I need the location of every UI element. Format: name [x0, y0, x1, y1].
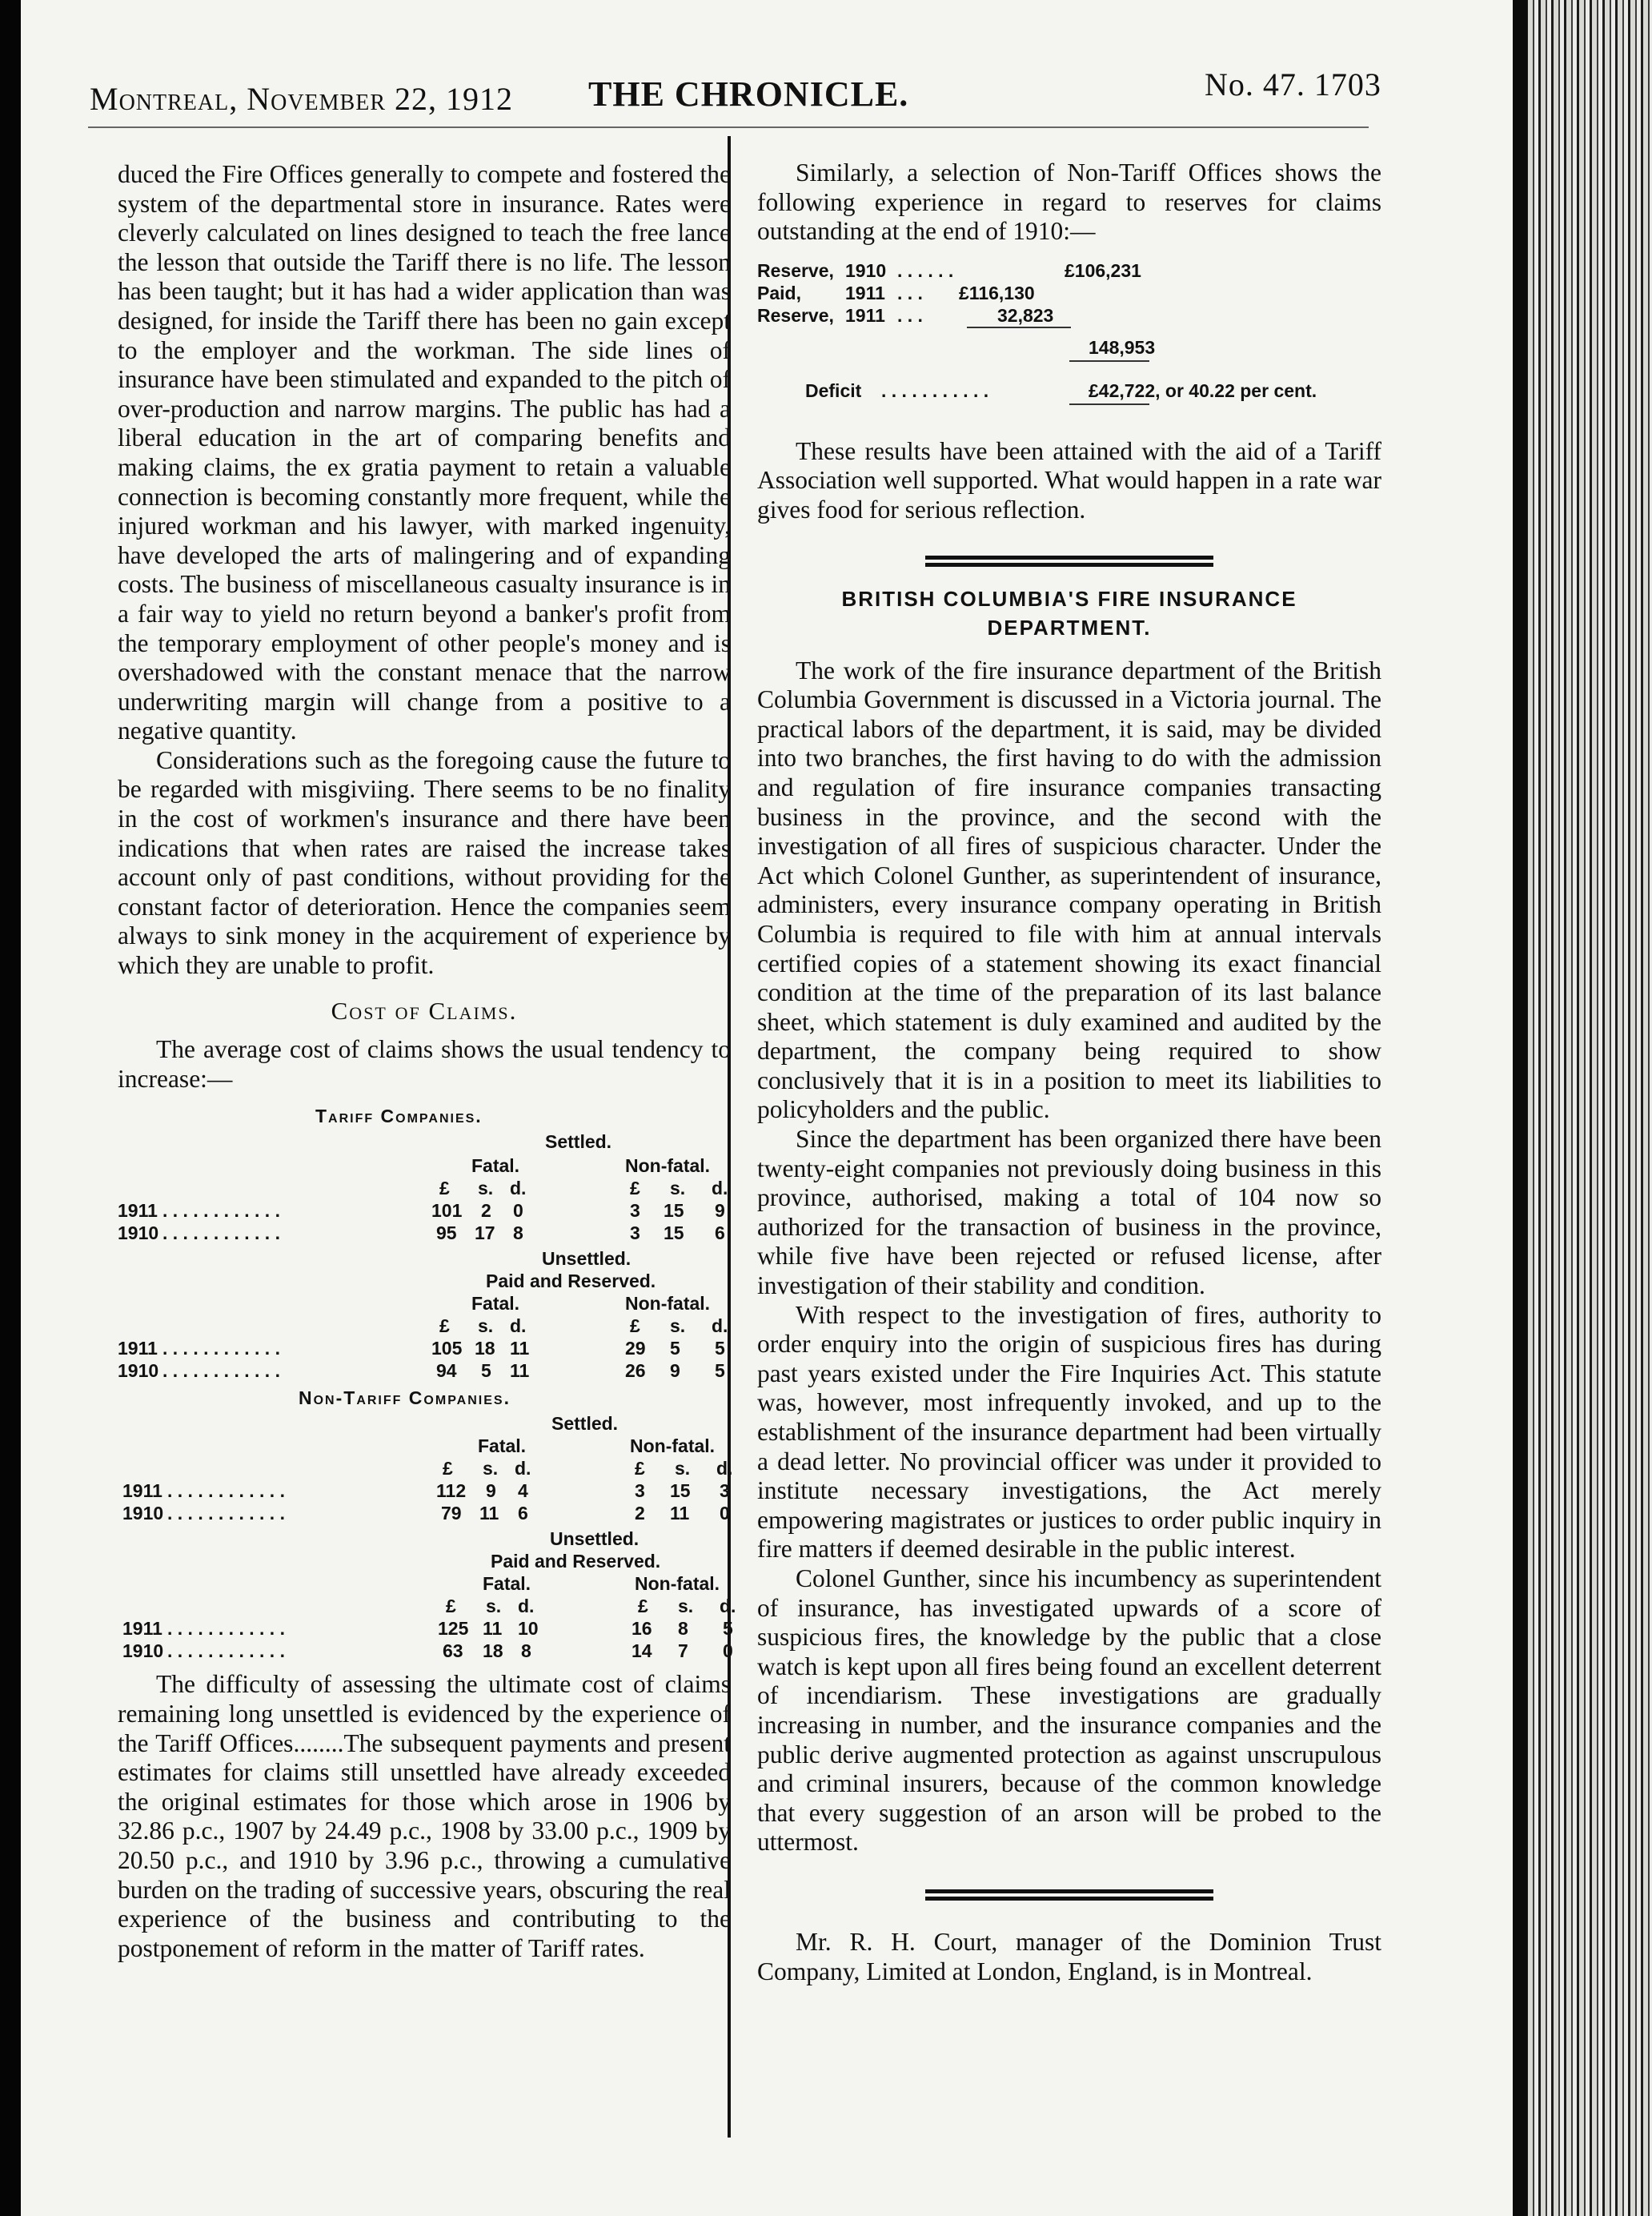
currency-shilling: s. [478, 1315, 494, 1337]
tariff-conclusion: These results have been attained with the aid of a Tariff Association well supported. What would happen in a rate war gives food for serious reflection. [757, 436, 1381, 524]
tariff-unsettled-label: Unsettled. [542, 1248, 632, 1270]
cost-intro: The average cost of claims shows the usual tendency to increase:— [118, 1035, 731, 1093]
table-cell: 11 [510, 1360, 530, 1382]
table-cell: 26 [625, 1360, 646, 1382]
table-cell: 8 [521, 1640, 531, 1662]
table-year: 1911 [118, 1200, 158, 1222]
table-dots: . . . . . . . . . . . . [167, 1640, 285, 1662]
table-year: 1910 [122, 1503, 164, 1524]
tariff-settled-nonfatal-label: Non-fatal. [625, 1155, 711, 1177]
row-year: 1910 [845, 259, 887, 281]
currency-shilling: s. [486, 1596, 502, 1617]
table-cell: 105 [431, 1338, 463, 1359]
table-cell: 63 [443, 1640, 463, 1662]
row-label: Reserve, [757, 304, 834, 326]
subtotal-rule [967, 327, 1071, 328]
currency-pence: d. [515, 1458, 531, 1479]
table-cell: 5 [715, 1338, 725, 1359]
table-year: 1911 [122, 1618, 162, 1640]
claims-table [118, 1102, 736, 1710]
table-cell: 7 [678, 1640, 688, 1662]
table-cell: 0 [723, 1640, 733, 1662]
table-cell: 6 [715, 1222, 725, 1244]
reserve-deficit-table [757, 256, 1381, 408]
currency-pence: d. [510, 1315, 527, 1337]
table-cell: 112 [436, 1480, 467, 1502]
table-cell: 125 [438, 1618, 469, 1640]
table-cell: 4 [518, 1480, 528, 1502]
tariff-unsettled-nonfatal-label: Non-fatal. [625, 1293, 711, 1315]
header-rule [88, 126, 1369, 128]
bc-paragraph-4: Colonel Gunther, since his incumbency as superintendent of insurance, has investigated upwards of a score of suspicious fires, the knowledge by the public that a close watch is kept upon all fires being found an excellent deterrent of incendiarism. These investigations are gradually increasing in number, and the insurance companies and the public derive augmented protection as against unscrupulous and criminal insurers, because of the common knowledge that every suggestion of an arson will be probed to the uttermost. [757, 1564, 1381, 1857]
table-cell: 3 [630, 1222, 640, 1244]
right-column [757, 159, 1381, 1986]
deficit-value: £42,722, or 40.22 per cent. [1089, 379, 1317, 401]
row-value: £106,231 [1065, 259, 1141, 281]
nontariff-settled-nonfatal-label: Non-fatal. [630, 1435, 716, 1457]
table-cell: 11 [479, 1503, 499, 1524]
table-cell: 17 [475, 1222, 495, 1244]
header-publication-title: THE CHRONICLE. [588, 74, 909, 114]
bc-paragraph-2: Since the department has been organized there have been twenty-eight companies not previously doing business in this province, authorised, making a total of 104 now so authorized for the transaction of business in the province, while five have been rejected or refused license, after investigation of their stability and condition. [757, 1125, 1381, 1300]
table-cell: 9 [486, 1480, 496, 1502]
nontariff-unsettled-label: Unsettled. [550, 1528, 640, 1550]
non-tariff-heading: Non-Tariff Companies. [299, 1387, 511, 1409]
section-divider [925, 556, 1213, 567]
section-divider [925, 1889, 1213, 1901]
nontariff-unsettled-nonfatal-label: Non-fatal. [635, 1573, 720, 1595]
tariff-unsettled-fatal-label: Fatal. [471, 1293, 520, 1315]
currency-shilling: s. [670, 1178, 686, 1199]
left-column [118, 160, 736, 1963]
tariff-heading: Tariff Companies. [315, 1106, 483, 1127]
table-cell: 8 [513, 1222, 523, 1244]
currency-pound: £ [630, 1315, 640, 1337]
table-year: 1911 [122, 1480, 162, 1502]
table-cell: 9 [715, 1200, 725, 1222]
table-cell: 18 [475, 1338, 495, 1359]
table-cell: 5 [670, 1338, 680, 1359]
table-cell: 15 [664, 1200, 684, 1222]
table-dots: . . . . . . . . . . . . [167, 1480, 285, 1502]
table-cell: 29 [625, 1338, 646, 1359]
bc-section-title [757, 584, 1381, 642]
tariff-paid-reserved-label: Paid and Reserved. [486, 1271, 656, 1292]
currency-pound: £ [446, 1596, 456, 1617]
currency-shilling: s. [678, 1596, 694, 1617]
table-cell: 0 [720, 1503, 730, 1524]
left-paragraph-2: Considerations such as the foregoing cause the future to be regarded with misgiviing. There seems to be no finality in the cost of workmen's insurance and there have been indications that when rates are raised the increase takes account only of past conditions, without providing for the constant factor of deterioration. Hence the companies seem always to sink money in the acquirement of experience by which they are unable to profit. [118, 745, 731, 980]
currency-pound: £ [635, 1458, 645, 1479]
row-year: 1911 [845, 304, 885, 326]
table-cell: 0 [513, 1200, 523, 1222]
table-cell: 15 [664, 1222, 684, 1244]
table-cell: 16 [632, 1618, 652, 1640]
table-cell: 9 [670, 1360, 680, 1382]
currency-shilling: s. [483, 1458, 499, 1479]
row-dots: . . . [897, 304, 923, 326]
currency-pence: d. [518, 1596, 535, 1617]
book-page-edges [1513, 0, 1652, 2216]
currency-pound: £ [439, 1178, 450, 1199]
table-cell: 6 [518, 1503, 528, 1524]
table-year: 1910 [118, 1222, 159, 1244]
table-cell: 5 [723, 1618, 733, 1640]
table-cell: 95 [436, 1222, 457, 1244]
total-value: 148,953 [1089, 336, 1156, 358]
table-dots: . . . . . . . . . . . . [162, 1200, 280, 1222]
table-cell: 14 [632, 1640, 652, 1662]
header-date: Montreal, November 22, 1912 [90, 81, 513, 117]
currency-pound: £ [630, 1178, 640, 1199]
row-dots: . . . . . . [897, 259, 954, 281]
row-value: 32,823 [997, 304, 1054, 326]
table-cell: 3 [630, 1200, 640, 1222]
currency-shilling: s. [670, 1315, 686, 1337]
table-dots: . . . . . . . . . . . . [167, 1618, 285, 1640]
table-dots: . . . . . . . . . . . . [162, 1338, 280, 1359]
row-value: £116,130 [959, 282, 1035, 303]
table-cell: 5 [481, 1360, 491, 1382]
bc-title-line-1: BRITISH COLUMBIA'S FIRE INSURANCE [841, 586, 1297, 611]
row-year: 1911 [845, 282, 885, 303]
left-paragraph-1: duced the Fire Offices generally to compete and fostered the system of the departmental store in insurance. Rates were cleverly calculated on lines designed to teach the free lance the lesson that outside the Tariff there is no life. The lesson has been taught; but it has had a wider application than was designed, for inside the Tariff there has been no gain except to the employer and the workman. The side lines of insurance have been stimulated and expanded to the pitch of over-production and narrow margins. The public has had a liberal education in the art of comparing benefits and making claims, the ex gratia payment to retain a valuable connection is becoming constantly more frequent, while the injured workman and his lawyer, with marked ingenuity, have developed the arts of malingering and of expanding costs. The business of miscellaneous casualty insurance is in a fair way to yield no return beyond a banker's profit from the temporary employment of other people's money and is overshadowed with the constant menace that the narrow underwriting margin will change from a positive to a negative quantity. [118, 160, 731, 745]
bc-paragraph-1: The work of the fire insurance department of the British Columbia Government is discussed in a Victoria journal. The practical labors of the department, it is said, may be divided into two branches, the first having to do with the admission and regulation of fire insurance companies transacting business in the province, and the second with the investigation of all fires of suspicious character. Under the Act which Colonel Gunther, as superintendent of insurance, administers, every insurance company operating in British Columbia is required to file with him at annual intervals certified copies of a statement showing its exact financial condition at the time of the preparation of its last balance sheet, which statement is duly examined and audited by the department, the company being required to show conclusively that it is in a position to meet its liabilities to policyholders and the public. [757, 656, 1381, 1124]
table-cell: 5 [715, 1360, 725, 1382]
table-cell: 18 [483, 1640, 503, 1662]
table-cell: 3 [635, 1480, 645, 1502]
cost-of-claims-heading: Cost of Claims. [331, 996, 518, 1025]
table-cell: 8 [678, 1618, 688, 1640]
tariff-settled-fatal-label: Fatal. [471, 1155, 520, 1177]
currency-pence: d. [510, 1178, 527, 1199]
table-year: 1910 [118, 1360, 159, 1382]
nontariff-settled-label: Settled. [551, 1413, 619, 1435]
table-cell: 94 [436, 1360, 457, 1382]
table-dots: . . . . . . . . . . . . [167, 1503, 285, 1524]
row-label: Paid, [757, 282, 801, 303]
deficit-dots: . . . . . . . . . . . [881, 379, 989, 401]
currency-shilling: s. [478, 1178, 494, 1199]
table-cell: 3 [720, 1480, 730, 1502]
deficit-label: Deficit [805, 379, 862, 401]
currency-shilling: s. [675, 1458, 691, 1479]
table-cell: 2 [635, 1503, 645, 1524]
left-paragraph-3: The difficulty of assessing the ultimate cost of claims remaining long unsettled is evidenced by the experience of the Tariff Offices........The subsequent payments and present estimates for claims still unsettled have already exceeded the original estimates for those which arose in 1906 by 32.86 p.c., 1907 by 24.49 p.c., 1908 by 33.00 p.c., 1909 by 20.50 p.c., and 1910 by 3.96 p.c., throwing a cumulative burden on the trading of successive years, obscuring the real experience of the business and contributing to the postponement of reform in the matter of Tariff rates. [118, 1670, 731, 1962]
non-tariff-intro: Similarly, a selection of Non-Tariff Offices shows the following experience in regard to reserves for claims outstanding at the end of 1910:— [757, 159, 1381, 246]
scan-left-border [0, 0, 21, 2216]
table-dots: . . . . . . . . . . . . [162, 1222, 280, 1244]
court-note: Mr. R. H. Court, manager of the Dominion Trust Company, Limited at London, England, is in Montreal. [757, 1927, 1381, 1985]
row-dots: . . . [897, 282, 923, 303]
row-label: Reserve, [757, 259, 834, 281]
tariff-settled-label: Settled. [545, 1131, 612, 1153]
table-cell: 79 [441, 1503, 462, 1524]
table-cell: 15 [670, 1480, 691, 1502]
currency-pound: £ [439, 1315, 450, 1337]
currency-pence: d. [712, 1178, 728, 1199]
currency-pound: £ [638, 1596, 648, 1617]
nontariff-unsettled-fatal-label: Fatal. [483, 1573, 531, 1595]
book-gutter-shadow [1513, 0, 1527, 2216]
table-dots: . . . . . . . . . . . . [162, 1360, 280, 1382]
table-cell: 2 [481, 1200, 491, 1222]
table-cell: 10 [518, 1618, 539, 1640]
currency-pence: d. [716, 1458, 733, 1479]
header-issue-page: No. 47. 1703 [1205, 66, 1381, 102]
bc-title-line-2: DEPARTMENT. [987, 615, 1152, 640]
deficit-rule [1069, 403, 1149, 405]
table-cell: 11 [483, 1618, 503, 1640]
table-cell: 11 [510, 1338, 530, 1359]
table-cell: 101 [431, 1200, 463, 1222]
table-year: 1911 [118, 1338, 158, 1359]
bc-paragraph-3: With respect to the investigation of fires, authority to order enquiry into the origin of suspicious fires has during past years existed under the Fire Inquiries Act. This statute was, however, most infrequently invoked, and up to the establishment of the insurance department had been virtually a dead letter. No provincial officer was under it provided to institute necessary investigations, the Act merely empowering magistrates or justices to order public inquiry in fire matters if deemed desirable in the public interest. [757, 1300, 1381, 1564]
nontariff-paid-reserved-label: Paid and Reserved. [491, 1551, 661, 1572]
currency-pound: £ [443, 1458, 453, 1479]
total-rule [1069, 360, 1149, 362]
table-cell: 11 [670, 1503, 690, 1524]
nontariff-settled-fatal-label: Fatal. [478, 1435, 527, 1457]
table-year: 1910 [122, 1640, 164, 1662]
currency-pence: d. [712, 1315, 728, 1337]
currency-pence: d. [720, 1596, 736, 1617]
